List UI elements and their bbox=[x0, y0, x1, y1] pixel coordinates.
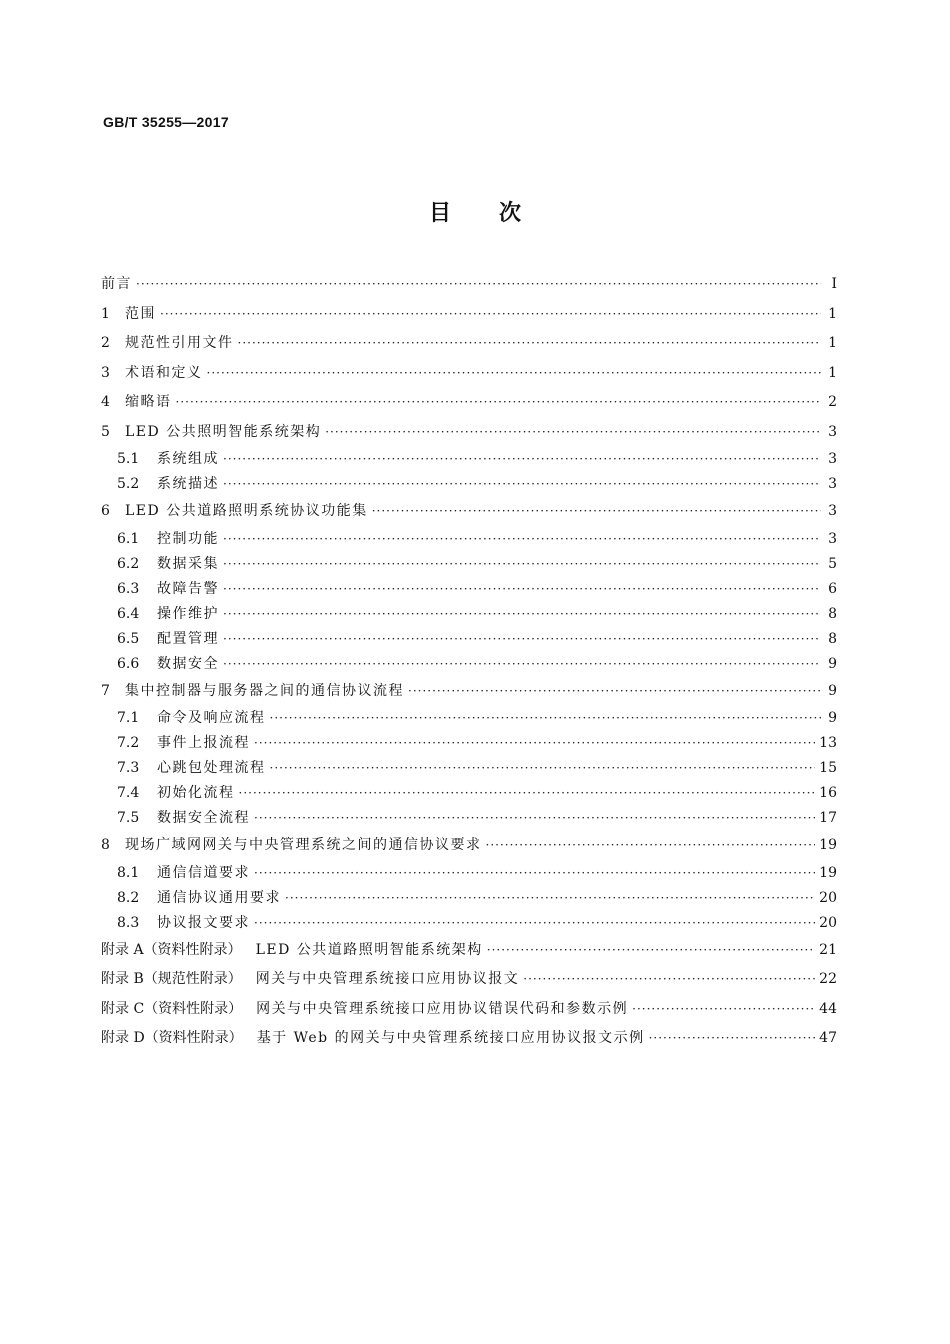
toc-entry-label: 前言 bbox=[101, 276, 132, 292]
toc-entry-label: 故障告警 bbox=[157, 580, 219, 597]
toc-entry-label: 数据安全 bbox=[157, 655, 219, 672]
toc-entry-7-3[interactable] bbox=[101, 756, 837, 781]
dot-leader bbox=[207, 359, 822, 389]
toc-entry-page: 13 bbox=[819, 735, 837, 751]
toc-entry-appendix-c[interactable] bbox=[101, 995, 837, 1025]
toc-entry-label: 心跳包处理流程 bbox=[157, 760, 266, 776]
toc-entry-number: 8.2 bbox=[117, 889, 140, 906]
toc-entry-number: 附录 D（资料性附录） bbox=[101, 1030, 243, 1046]
dot-leader bbox=[223, 652, 821, 677]
dot-leader bbox=[223, 447, 821, 472]
toc-entry-label: 初始化流程 bbox=[157, 785, 235, 801]
toc-entry-number: 5.2 bbox=[117, 476, 140, 492]
toc-entry-page: 9 bbox=[828, 655, 837, 672]
toc-entry-label: 范围 bbox=[125, 305, 156, 322]
toc-entry-label: 规范性引用文件 bbox=[125, 335, 234, 351]
toc-entry-label: 通信信道要求 bbox=[157, 864, 250, 881]
standard-code: GB/T 35255—2017 bbox=[103, 114, 229, 130]
toc-entry-7[interactable] bbox=[101, 677, 837, 707]
dot-leader bbox=[408, 677, 821, 707]
dot-leader bbox=[487, 936, 815, 966]
toc-entry-number: 4 bbox=[101, 394, 110, 410]
dot-leader bbox=[239, 781, 816, 806]
toc-entry-page: 22 bbox=[819, 971, 837, 987]
dot-leader bbox=[632, 995, 815, 1025]
toc-entry-7-1[interactable] bbox=[101, 706, 837, 731]
dot-leader bbox=[285, 886, 815, 911]
dot-leader bbox=[270, 756, 816, 781]
toc-entry-label: LED 公共道路照明智能系统架构 bbox=[255, 941, 483, 958]
toc-entry-label: LED 公共照明智能系统架构 bbox=[125, 423, 322, 440]
toc-entry-label: 操作维护 bbox=[157, 605, 219, 622]
toc-entry-page: 9 bbox=[828, 710, 837, 726]
toc-entry-number: 附录 C（资料性附录） bbox=[101, 1000, 243, 1017]
toc-entry-page: 17 bbox=[819, 810, 837, 826]
toc-entry-number: 5.1 bbox=[117, 451, 140, 467]
toc-entry-8-1[interactable] bbox=[101, 861, 837, 886]
toc-entry-3[interactable] bbox=[101, 359, 837, 389]
toc-entry-number: 5 bbox=[101, 423, 110, 440]
toc-entry-number: 附录 A（资料性附录） bbox=[101, 941, 242, 958]
dot-leader bbox=[372, 497, 821, 527]
toc-entry-6-3[interactable] bbox=[101, 577, 837, 602]
toc-entry-4[interactable] bbox=[101, 388, 837, 418]
toc-entry-number: 2 bbox=[101, 335, 110, 351]
toc-entry-1[interactable] bbox=[101, 300, 837, 330]
toc-entry-6-5[interactable] bbox=[101, 627, 837, 652]
toc-entry-number: 6.5 bbox=[117, 630, 140, 647]
toc-entry-page: 1 bbox=[828, 364, 837, 381]
toc-entry-page: 8 bbox=[828, 605, 837, 622]
toc-entry-page: 1 bbox=[828, 305, 837, 322]
toc-entry-label: 通信协议通用要求 bbox=[157, 889, 281, 906]
toc-entry-8[interactable] bbox=[101, 831, 837, 861]
dot-leader bbox=[223, 602, 821, 627]
toc-entry-page: 3 bbox=[828, 530, 837, 547]
dot-leader bbox=[254, 806, 815, 831]
toc-entry-6[interactable] bbox=[101, 497, 837, 527]
toc-entry-page: 16 bbox=[819, 785, 837, 801]
toc-entry-number: 6.4 bbox=[117, 605, 140, 622]
toc-entry-number: 6.2 bbox=[117, 555, 140, 572]
toc-entry-number: 3 bbox=[101, 364, 110, 381]
dot-leader bbox=[223, 627, 821, 652]
toc-entry-7-2[interactable] bbox=[101, 731, 837, 756]
toc-entry-page: 6 bbox=[828, 580, 837, 597]
dot-leader bbox=[649, 1024, 816, 1054]
dot-leader bbox=[486, 831, 816, 861]
dot-leader bbox=[325, 418, 821, 448]
toc-entry-6-6[interactable] bbox=[101, 652, 837, 677]
toc-entry-5-2[interactable] bbox=[101, 472, 837, 497]
toc-entry-number: 6.3 bbox=[117, 580, 140, 597]
toc-entry-7-5[interactable] bbox=[101, 806, 837, 831]
dot-leader bbox=[523, 965, 815, 995]
toc-entry-number: 7 bbox=[101, 682, 110, 699]
toc-entry-page: 1 bbox=[828, 335, 837, 351]
toc-entry-number: 8 bbox=[101, 837, 110, 853]
toc-entry-foreword[interactable] bbox=[101, 270, 837, 300]
dot-leader bbox=[223, 527, 821, 552]
dot-leader bbox=[223, 577, 821, 602]
toc-entry-label: 现场广域网网关与中央管理系统之间的通信协议要求 bbox=[125, 837, 482, 853]
toc-entry-label: 控制功能 bbox=[157, 530, 219, 547]
toc-entry-number: 7.5 bbox=[117, 810, 140, 826]
toc-entry-label: 配置管理 bbox=[157, 630, 219, 647]
toc-entry-page: 20 bbox=[819, 889, 837, 906]
toc-entry-appendix-a[interactable] bbox=[101, 936, 837, 966]
toc-entry-page: 20 bbox=[819, 914, 837, 931]
toc-entry-page: 19 bbox=[819, 864, 837, 881]
toc-entry-appendix-d[interactable] bbox=[101, 1024, 837, 1054]
toc-entry-label: 事件上报流程 bbox=[157, 735, 250, 751]
toc-entry-number: 附录 B（规范性附录） bbox=[101, 971, 242, 987]
dot-leader bbox=[223, 552, 821, 577]
toc-entry-5-1[interactable] bbox=[101, 447, 837, 472]
toc-entry-page: 19 bbox=[819, 837, 837, 853]
dot-leader bbox=[176, 388, 822, 418]
toc-entry-page: 15 bbox=[819, 760, 837, 776]
dot-leader bbox=[254, 861, 815, 886]
toc-entry-page: Ⅰ bbox=[831, 276, 837, 292]
toc-entry-number: 1 bbox=[101, 305, 110, 322]
toc-entry-label: 命令及响应流程 bbox=[157, 710, 266, 726]
toc-entry-label: 缩略语 bbox=[125, 394, 172, 410]
toc-entry-page: 3 bbox=[828, 503, 837, 519]
toc-entry-2[interactable] bbox=[101, 329, 837, 359]
toc-entry-number: 7.2 bbox=[117, 735, 140, 751]
dot-leader bbox=[223, 472, 821, 497]
toc-entry-8-3[interactable] bbox=[101, 911, 837, 936]
dot-leader bbox=[254, 911, 815, 936]
toc-entry-6-4[interactable] bbox=[101, 602, 837, 627]
toc-entry-6-2[interactable] bbox=[101, 552, 837, 577]
toc-entry-page: 47 bbox=[819, 1030, 837, 1046]
toc-entry-label: 网关与中央管理系统接口应用协议错误代码和参数示例 bbox=[256, 1000, 629, 1017]
toc-entry-page: 5 bbox=[828, 555, 837, 572]
toc-entry-page: 21 bbox=[819, 941, 837, 958]
dot-leader bbox=[238, 329, 822, 359]
toc-entry-label: 系统描述 bbox=[157, 476, 219, 492]
dot-leader bbox=[160, 300, 821, 330]
toc-entry-number: 6.1 bbox=[117, 530, 140, 547]
toc-entry-6-1[interactable] bbox=[101, 527, 837, 552]
toc-entry-5[interactable] bbox=[101, 418, 837, 448]
toc-entry-label: 集中控制器与服务器之间的通信协议流程 bbox=[125, 682, 404, 699]
toc-entry-page: 2 bbox=[828, 394, 837, 410]
toc-entry-label: 术语和定义 bbox=[125, 364, 203, 381]
toc-entry-page: 3 bbox=[828, 423, 837, 440]
toc-entry-label: 数据安全流程 bbox=[157, 810, 250, 826]
toc-entry-number: 7.1 bbox=[117, 710, 140, 726]
toc-entry-number: 7.3 bbox=[117, 760, 140, 776]
toc-entry-label: LED 公共道路照明系统协议功能集 bbox=[125, 503, 368, 519]
page-title: 目次 bbox=[428, 201, 569, 226]
toc-entry-label: 数据采集 bbox=[157, 555, 219, 572]
dot-leader bbox=[136, 270, 821, 300]
toc-entry-page: 44 bbox=[819, 1000, 837, 1017]
toc-entry-number: 6.6 bbox=[117, 655, 140, 672]
toc-entry-label: 网关与中央管理系统接口应用协议报文 bbox=[255, 971, 520, 987]
toc-entry-number: 7.4 bbox=[117, 785, 140, 801]
dot-leader bbox=[270, 706, 822, 731]
toc-entry-number: 6 bbox=[101, 503, 110, 519]
toc-entry-8-2[interactable] bbox=[101, 886, 837, 911]
toc-entry-label: 基于 Web 的网关与中央管理系统接口应用协议报文示例 bbox=[256, 1030, 645, 1046]
table-of-contents bbox=[101, 270, 837, 1054]
toc-entry-page: 3 bbox=[828, 476, 837, 492]
toc-entry-7-4[interactable] bbox=[101, 781, 837, 806]
toc-entry-label: 协议报文要求 bbox=[157, 914, 250, 931]
toc-entry-page: 8 bbox=[828, 630, 837, 647]
toc-entry-page: 3 bbox=[828, 451, 837, 467]
toc-entry-number: 8.1 bbox=[117, 864, 140, 881]
dot-leader bbox=[254, 731, 815, 756]
toc-entry-number: 8.3 bbox=[117, 914, 140, 931]
toc-entry-label: 系统组成 bbox=[157, 451, 219, 467]
toc-entry-page: 9 bbox=[828, 682, 837, 699]
toc-entry-appendix-b[interactable] bbox=[101, 965, 837, 995]
